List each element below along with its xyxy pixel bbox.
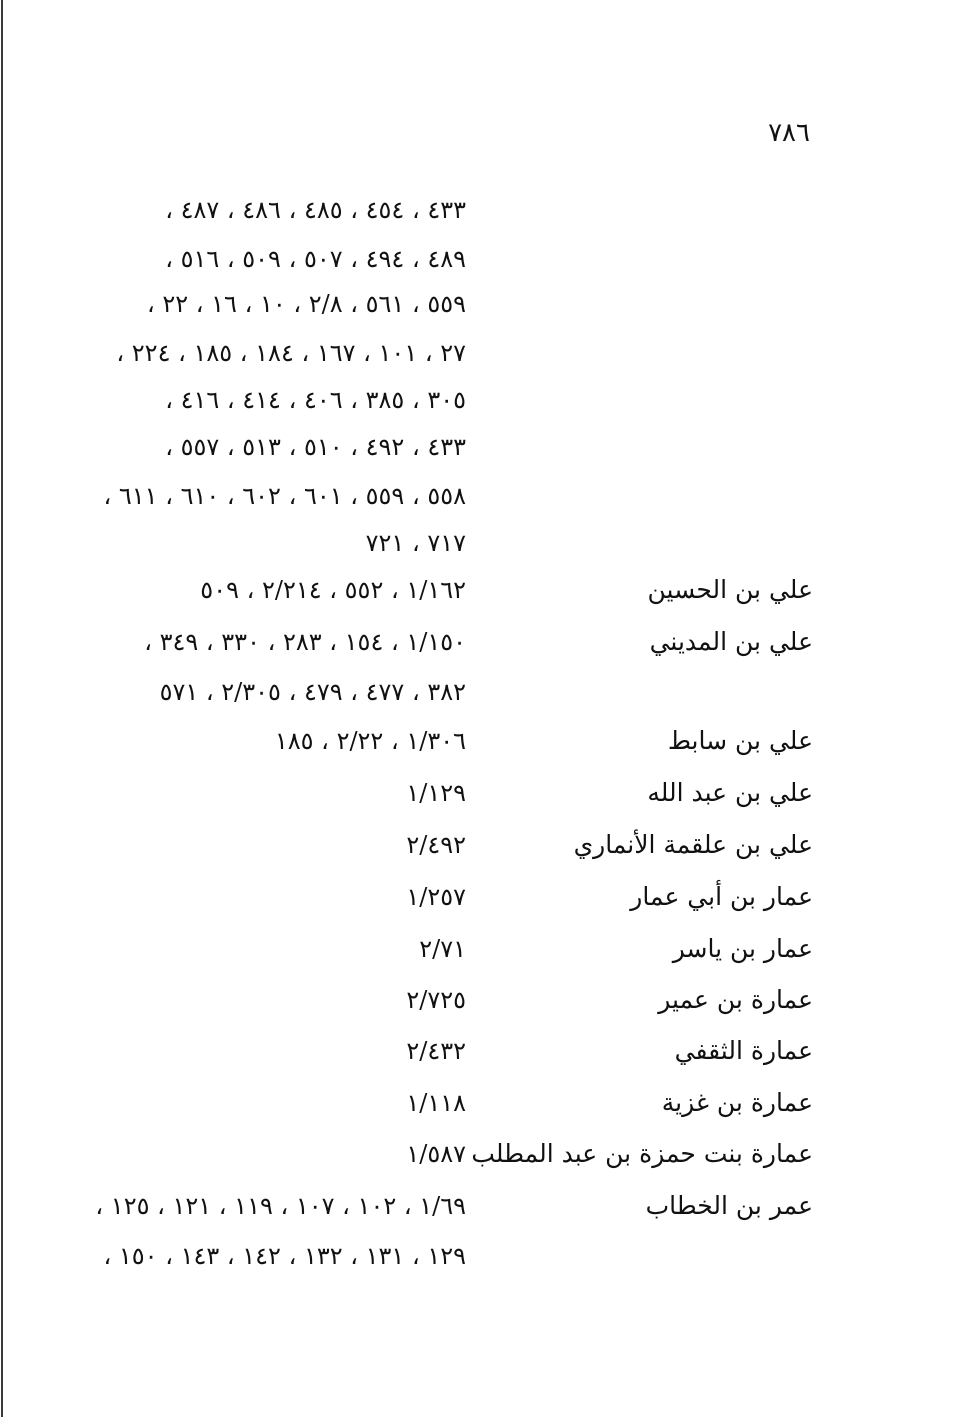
index-row xyxy=(0,1186,978,1226)
index-row xyxy=(0,476,978,516)
entry-refs: ١/٦٩ ، ١٠٢ ، ١٠٧ ، ١١٩ ، ١٢١ ، ١٢٥ ، xyxy=(95,1192,466,1220)
entry-refs: ٧١٧ ، ٧٢١ xyxy=(365,529,466,557)
page-number: ٧٨٦ xyxy=(768,118,810,148)
index-row xyxy=(0,1031,978,1071)
index-row xyxy=(0,980,978,1020)
index-row xyxy=(0,877,978,917)
index-row xyxy=(0,622,978,662)
index-row xyxy=(0,380,978,420)
entry-refs: ١/٢٥٧ xyxy=(406,883,466,911)
entry-refs: ٢/٤٣٢ xyxy=(406,1037,466,1065)
entry-refs: ٣٨٢ ، ٤٧٧ ، ٤٧٩ ، ٢/٣٠٥ ، ٥٧١ xyxy=(159,678,466,706)
entry-refs: ١/١٥٠ ، ١٥٤ ، ٢٨٣ ، ٣٣٠ ، ٣٤٩ ، xyxy=(144,628,466,656)
index-row xyxy=(0,1134,978,1174)
entry-name: علي بن المديني xyxy=(649,627,813,656)
index-row xyxy=(0,570,978,610)
index-row xyxy=(0,825,978,865)
entry-name: عمارة بنت حمزة بن عبد المطلب xyxy=(471,1139,813,1168)
index-row xyxy=(0,721,978,761)
entry-refs: ٢/٧١ xyxy=(419,935,466,963)
entry-name: عمارة بن غزية xyxy=(661,1088,813,1117)
entry-refs: ١٢٩ ، ١٣١ ، ١٣٢ ، ١٤٢ ، ١٤٣ ، ١٥٠ ، xyxy=(103,1242,466,1270)
index-row xyxy=(0,672,978,712)
entry-name: علي بن علقمة الأنماري xyxy=(573,830,813,859)
entry-refs: ٤٣٣ ، ٤٩٢ ، ٥١٠ ، ٥١٣ ، ٥٥٧ ، xyxy=(165,433,466,461)
entry-refs: ١/٣٠٦ ، ٢/٢٢ ، ١٨٥ xyxy=(274,727,466,755)
index-row xyxy=(0,929,978,969)
entry-refs: ١/٥٨٧ xyxy=(406,1140,466,1168)
entry-refs: ٣٠٥ ، ٣٨٥ ، ٤٠٦ ، ٤١٤ ، ٤١٦ ، xyxy=(165,386,466,414)
index-row xyxy=(0,523,978,563)
entry-name: عمر بن الخطاب xyxy=(645,1191,813,1220)
index-row xyxy=(0,1083,978,1123)
entry-refs: ٥٥٨ ، ٥٥٩ ، ٦٠١ ، ٦٠٢ ، ٦١٠ ، ٦١١ ، xyxy=(103,482,466,510)
entry-name: عمارة بن عمير xyxy=(658,985,813,1014)
entry-name: عمارة الثقفي xyxy=(674,1036,813,1065)
index-row xyxy=(0,284,978,324)
index-row xyxy=(0,773,978,813)
entry-refs: ٢/٧٢٥ xyxy=(406,986,466,1014)
entry-name: علي بن الحسين xyxy=(647,575,813,604)
index-row xyxy=(0,190,978,230)
index-row xyxy=(0,427,978,467)
entry-refs: ٢٧ ، ١٠١ ، ١٦٧ ، ١٨٤ ، ١٨٥ ، ٢٢٤ ، xyxy=(116,339,466,367)
entry-refs: ٤٨٩ ، ٤٩٤ ، ٥٠٧ ، ٥٠٩ ، ٥١٦ ، xyxy=(165,245,466,273)
entry-refs: ١/١١٨ xyxy=(406,1089,466,1117)
entry-refs: ٢/٤٩٢ xyxy=(406,831,466,859)
index-row xyxy=(0,239,978,279)
entry-refs: ٤٣٣ ، ٤٥٤ ، ٤٨٥ ، ٤٨٦ ، ٤٨٧ ، xyxy=(165,196,466,224)
index-row xyxy=(0,1236,978,1276)
entry-refs: ١/١٢٩ xyxy=(406,779,466,807)
entry-name: عمار بن ياسر xyxy=(672,934,813,963)
entry-name: علي بن عبد الله xyxy=(647,778,813,807)
index-row xyxy=(0,333,978,373)
entry-name: عمار بن أبي عمار xyxy=(630,882,813,911)
entry-refs: ٥٥٩ ، ٥٦١ ، ٢/٨ ، ١٠ ، ١٦ ، ٢٢ ، xyxy=(146,290,466,318)
entry-refs: ١/١٦٢ ، ٥٥٢ ، ٢/٢١٤ ، ٥٠٩ xyxy=(200,576,466,604)
entry-name: علي بن سابط xyxy=(667,726,813,755)
